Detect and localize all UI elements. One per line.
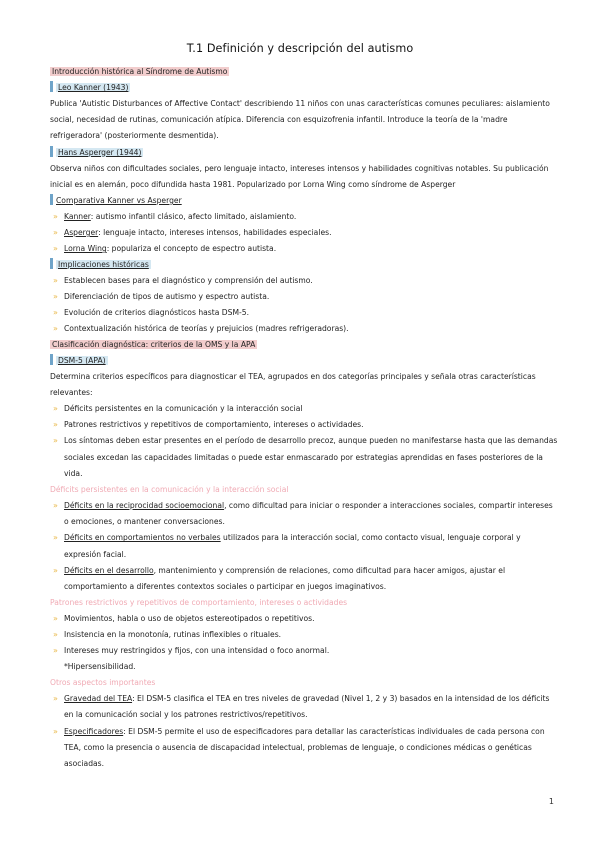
list-item: » Los síntomas deben estar presentes en el período de desarrollo precoz, aunque pueden no manifestarse hasta que las demandas sociales excedan las capacidades limitadas o puede estar enmascarado por estrategias aprendidas en fases posteriores de la vida. <box>50 433 558 482</box>
deficits-heading: Déficits persistentes en la comunicación y la interacción social <box>50 485 289 495</box>
asperger-heading: Hans Asperger (1944) <box>58 147 142 157</box>
list-item: » Establecen bases para el diagnóstico y comprensión del autismo. <box>50 273 558 289</box>
list-item: » Asperger: lenguaje intacto, intereses intensos, habilidades especiales. <box>50 225 558 241</box>
dsm-text: Determina criterios específicos para diagnosticar el TEA, agrupados en dos categorías principales y señala otras características relevantes: <box>50 372 536 398</box>
list-item: » Diferenciación de tipos de autismo y espectro autista. <box>50 289 558 305</box>
intro-heading: Introducción histórica al Síndrome de Autismo <box>52 67 228 76</box>
dsm-heading: DSM-5 (APA) <box>58 356 106 366</box>
list-item: » Insistencia en la monotonía, rutinas inflexibles o rituales. <box>50 627 558 643</box>
heading-bar <box>50 194 53 205</box>
list-item: » Movimientos, habla o uso de objetos estereotipados o repetitivos. <box>50 611 558 627</box>
classification-heading: Clasificación diagnóstica: criterios de la OMS y la APA <box>52 340 256 350</box>
kanner-heading: Leo Kanner (1943) <box>58 83 129 92</box>
document-body <box>50 64 558 772</box>
list-item: » Intereses muy restringidos y fijos, con una intensidad o foco anormal. <box>50 643 558 659</box>
page-number: 1 <box>548 797 554 806</box>
list-item: » Kanner: autismo infantil clásico, afecto limitado, aislamiento. <box>50 209 558 225</box>
heading-bar <box>50 81 53 92</box>
heading-bar <box>50 354 53 365</box>
asperger-text: Observa niños con dificultades sociales, pero lenguaje intacto, intereses intensos y habilidades cognitivas notables. Su publicación inicial es en alemán, poco difundida hasta 1981. Popularizado por Lorna Wing como síndrome de Asperger <box>50 163 549 189</box>
heading-bar <box>50 258 53 269</box>
comparison-heading: Comparativa Kanner vs Asperger <box>56 196 182 206</box>
list-item: » Lorna Wing: populariza el concepto de espectro autista. <box>50 241 558 257</box>
page-title: T.1 Definición y descripción del autismo <box>186 42 414 55</box>
other-heading: Otros aspectos importantes <box>50 678 156 688</box>
list-item: » Contextualización histórica de teorías y prejuicios (madres refrigeradoras). <box>50 321 558 337</box>
list-item: » Déficits en la reciprocidad socioemocional, como dificultad para iniciar o responder a interacciones sociales, compartir intereses o emociones, o mantener conversaciones. <box>50 498 558 530</box>
list-item: » Déficits persistentes en la comunicación y la interacción social <box>50 401 558 417</box>
list-item: » Patrones restrictivos y repetitivos de comportamiento, intereses o actividades. <box>50 417 558 433</box>
patterns-heading: Patrones restrictivos y repetitivos de comportamiento, intereses o actividades <box>50 598 348 608</box>
patterns-note: *Hipersensibilidad. <box>64 662 136 672</box>
implications-heading: Implicaciones históricas <box>58 260 149 270</box>
list-item: » Déficits en comportamientos no verbales utilizados para la interacción social, como contacto visual, lenguaje corporal y expresión facial. <box>50 530 558 562</box>
list-item: » Gravedad del TEA: El DSM-5 clasifica el TEA en tres niveles de gravedad (Nivel 1, 2 y 3) basados en la intensidad de los déficits en la comunicación social y los patrones restrictivos/repetitivos. <box>50 691 558 723</box>
list-item: » Especificadores: El DSM-5 permite el uso de especificadores para detallar las características individuales de cada persona con TEA, como la presencia o ausencia de discapacidad intelectual, problemas de lenguaje, o condiciones médicas o genéticas asociadas. <box>50 724 558 773</box>
kanner-text: Publica 'Autistic Disturbances of Affective Contact' describiendo 11 niños con unas características comunes peculiares: aislamiento social, necesidad de rutinas, comunicación atípica. Diferencia con esquizofrenia infantil. Introduce la teoría de la 'madre refrigeradora' (posteriormente desmentida). <box>50 99 550 141</box>
list-item: » Evolución de criterios diagnósticos hasta DSM-5. <box>50 305 558 321</box>
list-item: » Déficits en el desarrollo, mantenimiento y comprensión de relaciones, como dificultad para hacer amigos, ajustar el comportamiento a diferentes contextos sociales o participar en juegos imaginativos. <box>50 563 558 595</box>
heading-bar <box>50 146 53 157</box>
